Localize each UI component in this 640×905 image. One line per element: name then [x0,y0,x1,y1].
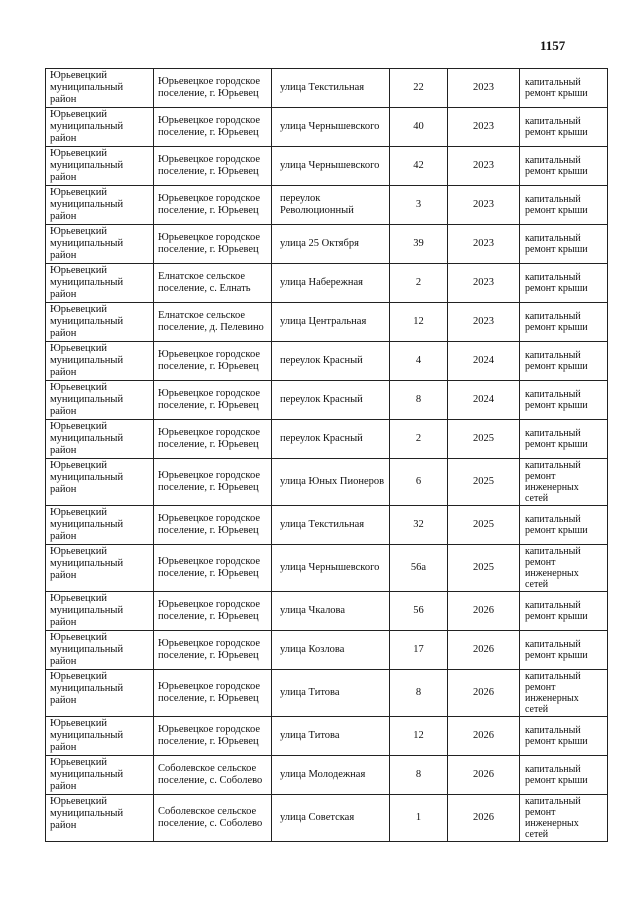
table-row [46,381,608,420]
settlement-cell: Юрьевецкое городское поселение, г. Юрьевец [154,225,272,264]
work-type-cell: капитальный ремонт крыши [520,381,608,420]
table-body [46,69,608,842]
settlement-cell: Юрьевецкое городское поселение, г. Юрьевец [154,342,272,381]
table-row [46,631,608,670]
street-cell: переулок Красный [272,381,390,420]
district-cell: Юрьевецкий муниципальный район [46,420,154,459]
settlement-cell: Юрьевецкое городское поселение, г. Юрьевец [154,420,272,459]
table-row [46,225,608,264]
year-cell: 2024 [448,381,520,420]
work-type-cell: капитальный ремонт крыши [520,342,608,381]
house-number-cell: 56 [390,592,448,631]
year-cell: 2025 [448,459,520,506]
house-number-cell: 8 [390,381,448,420]
district-cell: Юрьевецкий муниципальный район [46,756,154,795]
district-cell: Юрьевецкий муниципальный район [46,459,154,506]
table-row [46,303,608,342]
house-number-cell: 22 [390,69,448,108]
work-type-cell: капитальный ремонт крыши [520,108,608,147]
year-cell: 2023 [448,186,520,225]
district-cell: Юрьевецкий муниципальный район [46,506,154,545]
district-cell: Юрьевецкий муниципальный район [46,303,154,342]
settlement-cell: Юрьевецкое городское поселение, г. Юрьевец [154,381,272,420]
work-type-cell: капитальный ремонт крыши [520,420,608,459]
work-type-cell: капитальный ремонт инженерных сетей [520,459,608,506]
repair-schedule-table [45,68,608,842]
district-cell: Юрьевецкий муниципальный район [46,186,154,225]
street-cell: улица Чернышевского [272,108,390,147]
house-number-cell: 40 [390,108,448,147]
street-cell: улица 25 Октября [272,225,390,264]
district-cell: Юрьевецкий муниципальный район [46,69,154,108]
street-cell: улица Чкалова [272,592,390,631]
street-cell: переулок Революционный [272,186,390,225]
year-cell: 2026 [448,670,520,717]
house-number-cell: 39 [390,225,448,264]
settlement-cell: Юрьевецкое городское поселение, г. Юрьевец [154,147,272,186]
house-number-cell: 8 [390,670,448,717]
house-number-cell: 17 [390,631,448,670]
year-cell: 2023 [448,147,520,186]
settlement-cell: Юрьевецкое городское поселение, г. Юрьевец [154,670,272,717]
district-cell: Юрьевецкий муниципальный район [46,545,154,592]
house-number-cell: 4 [390,342,448,381]
table-row [46,147,608,186]
year-cell: 2023 [448,69,520,108]
work-type-cell: капитальный ремонт крыши [520,264,608,303]
work-type-cell: капитальный ремонт крыши [520,186,608,225]
work-type-cell: капитальный ремонт крыши [520,506,608,545]
work-type-cell: капитальный ремонт крыши [520,69,608,108]
district-cell: Юрьевецкий муниципальный район [46,225,154,264]
settlement-cell: Юрьевецкое городское поселение, г. Юрьевец [154,545,272,592]
district-cell: Юрьевецкий муниципальный район [46,381,154,420]
street-cell: улица Титова [272,717,390,756]
table-row [46,506,608,545]
house-number-cell: 42 [390,147,448,186]
district-cell: Юрьевецкий муниципальный район [46,342,154,381]
district-cell: Юрьевецкий муниципальный район [46,592,154,631]
settlement-cell: Соболевское сельское поселение, с. Соболево [154,795,272,842]
year-cell: 2026 [448,795,520,842]
street-cell: улица Центральная [272,303,390,342]
year-cell: 2023 [448,264,520,303]
district-cell: Юрьевецкий муниципальный район [46,631,154,670]
year-cell: 2026 [448,592,520,631]
settlement-cell: Соболевское сельское поселение, с. Соболево [154,756,272,795]
house-number-cell: 12 [390,303,448,342]
district-cell: Юрьевецкий муниципальный район [46,108,154,147]
street-cell: улица Текстильная [272,506,390,545]
year-cell: 2026 [448,717,520,756]
district-cell: Юрьевецкий муниципальный район [46,795,154,842]
house-number-cell: 2 [390,264,448,303]
year-cell: 2026 [448,756,520,795]
house-number-cell: 6 [390,459,448,506]
district-cell: Юрьевецкий муниципальный район [46,670,154,717]
year-cell: 2025 [448,506,520,545]
house-number-cell: 12 [390,717,448,756]
work-type-cell: капитальный ремонт инженерных сетей [520,670,608,717]
street-cell: переулок Красный [272,342,390,381]
table-row [46,592,608,631]
settlement-cell: Юрьевецкое городское поселение, г. Юрьевец [154,186,272,225]
year-cell: 2025 [448,420,520,459]
district-cell: Юрьевецкий муниципальный район [46,264,154,303]
settlement-cell: Юрьевецкое городское поселение, г. Юрьевец [154,108,272,147]
settlement-cell: Юрьевецкое городское поселение, г. Юрьевец [154,506,272,545]
year-cell: 2024 [448,342,520,381]
street-cell: улица Юных Пионеров [272,459,390,506]
street-cell: улица Титова [272,670,390,717]
table-row [46,795,608,842]
settlement-cell: Юрьевецкое городское поселение, г. Юрьевец [154,592,272,631]
street-cell: улица Текстильная [272,69,390,108]
year-cell: 2023 [448,225,520,264]
house-number-cell: 8 [390,756,448,795]
table-row [46,670,608,717]
district-cell: Юрьевецкий муниципальный район [46,717,154,756]
table-row [46,69,608,108]
settlement-cell: Юрьевецкое городское поселение, г. Юрьевец [154,631,272,670]
street-cell: улица Чернышевского [272,545,390,592]
year-cell: 2023 [448,303,520,342]
work-type-cell: капитальный ремонт инженерных сетей [520,545,608,592]
year-cell: 2025 [448,545,520,592]
work-type-cell: капитальный ремонт инженерных сетей [520,795,608,842]
table-row [46,186,608,225]
page-number: 1157 [540,38,566,53]
work-type-cell: капитальный ремонт крыши [520,631,608,670]
settlement-cell: Юрьевецкое городское поселение, г. Юрьевец [154,459,272,506]
work-type-cell: капитальный ремонт крыши [520,717,608,756]
table-row [46,545,608,592]
settlement-cell: Елнатское сельское поселение, с. Елнать [154,264,272,303]
house-number-cell: 2 [390,420,448,459]
district-cell: Юрьевецкий муниципальный район [46,147,154,186]
work-type-cell: капитальный ремонт крыши [520,756,608,795]
work-type-cell: капитальный ремонт крыши [520,147,608,186]
house-number-cell: 1 [390,795,448,842]
street-cell: переулок Красный [272,420,390,459]
table-row [46,264,608,303]
street-cell: улица Молодежная [272,756,390,795]
table-row [46,459,608,506]
work-type-cell: капитальный ремонт крыши [520,592,608,631]
street-cell: улица Козлова [272,631,390,670]
street-cell: улица Чернышевского [272,147,390,186]
year-cell: 2026 [448,631,520,670]
table-row [46,756,608,795]
house-number-cell: 32 [390,506,448,545]
table-row [46,717,608,756]
settlement-cell: Юрьевецкое городское поселение, г. Юрьевец [154,69,272,108]
table-row [46,342,608,381]
settlement-cell: Юрьевецкое городское поселение, г. Юрьевец [154,717,272,756]
table-row [46,420,608,459]
year-cell: 2023 [448,108,520,147]
work-type-cell: капитальный ремонт крыши [520,225,608,264]
street-cell: улица Набережная [272,264,390,303]
house-number-cell: 3 [390,186,448,225]
settlement-cell: Елнатское сельское поселение, д. Пелевино [154,303,272,342]
table-row [46,108,608,147]
house-number-cell: 56а [390,545,448,592]
work-type-cell: капитальный ремонт крыши [520,303,608,342]
street-cell: улица Советская [272,795,390,842]
